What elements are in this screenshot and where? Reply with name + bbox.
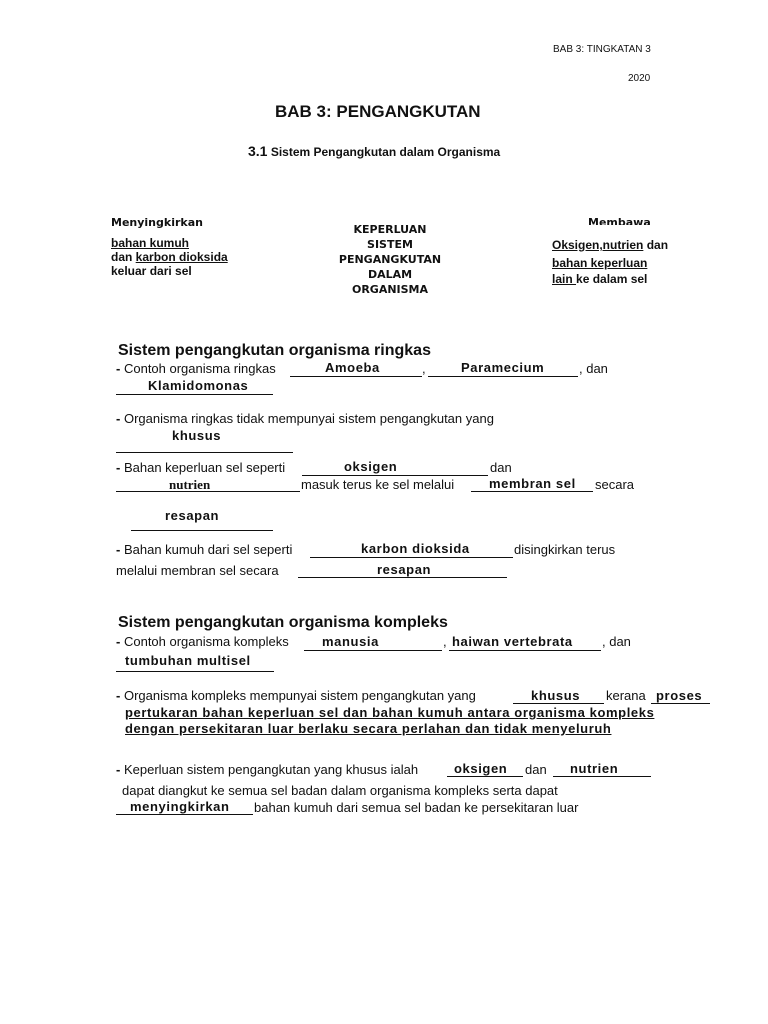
blank-line: [553, 776, 651, 777]
q3-text2: masuk terus ke sel melalui: [301, 477, 455, 492]
chapter-header: BAB 3: TINGKATAN 3: [553, 44, 651, 55]
dash: -: [116, 361, 121, 376]
right-line1: [552, 238, 668, 252]
dash: -: [116, 762, 121, 777]
complex-q2: [116, 688, 476, 703]
q3-suffix: secara: [595, 477, 635, 492]
blank-line: [290, 376, 422, 377]
simple-q4: [116, 542, 292, 557]
answer-menyingkirkan: menyingkirkan: [130, 799, 230, 814]
blank-line: [513, 703, 604, 704]
answer-oksigen: oksigen: [344, 459, 398, 474]
answer-paramecium: Paramecium: [461, 360, 545, 375]
answer-khusus-2: khusus: [531, 688, 581, 703]
page-subtitle: [248, 143, 500, 159]
dash: -: [116, 634, 121, 649]
answer-khusus: khusus: [172, 428, 222, 443]
center-line: SISTEM: [367, 238, 413, 251]
subtitle-text: Sistem Pengangkutan dalam Organisma: [270, 145, 501, 159]
complex-q3: [116, 762, 418, 777]
left-heading: Menyingkirkan: [111, 216, 203, 229]
complex-heading: Sistem pengangkutan organisma kompleks: [118, 614, 448, 631]
answer-amoeba: Amoeba: [325, 360, 380, 375]
right-line3-suffix: ke dalam sel: [576, 272, 648, 286]
right-line2: bahan keperluan: [552, 256, 648, 270]
comma: ,: [443, 634, 447, 649]
blank-line: [428, 376, 578, 377]
left-line3: keluar dari sel: [111, 264, 192, 278]
answer-proses: proses: [656, 688, 703, 703]
simple-q2: [116, 411, 494, 426]
answer-line3: dengan persekitaran luar berlaku secara perlahan dan tidak menyeluruh: [125, 721, 612, 736]
left-line2-answer: karbon dioksida: [135, 250, 228, 264]
year-header: 2020: [628, 73, 651, 84]
right-line1-answer: Oksigen,nutrien: [552, 238, 644, 252]
answer-membran-sel: membran sel: [489, 476, 576, 491]
left-line2: [111, 250, 228, 264]
q1-suffix: , dan: [579, 361, 608, 376]
blank-line: [471, 491, 593, 492]
center-line: KEPERLUAN: [353, 223, 427, 236]
cq1-suffix: , dan: [602, 634, 631, 649]
left-line2-prefix: dan: [111, 250, 136, 264]
cq3-line3: bahan kumuh dari semua sel badan ke persekitaran luar: [254, 800, 579, 815]
q3-mid: dan: [490, 460, 512, 475]
answer-resapan: resapan: [165, 508, 220, 523]
q4-text2: melalui membran sel secara: [116, 563, 279, 578]
blank-line: [447, 776, 523, 777]
blank-line: [302, 475, 488, 476]
blank-line: [651, 703, 710, 704]
blank-line: [131, 530, 273, 531]
right-heading: Membawa: [588, 216, 651, 225]
center-line: PENGANGKUTAN: [338, 253, 442, 266]
q4-suffix: disingkirkan terus: [514, 542, 616, 557]
answer-tumbuhan-multisel: tumbuhan multisel: [125, 653, 251, 668]
center-line: DALAM: [367, 268, 413, 281]
dash: -: [116, 542, 121, 557]
simple-q1: [116, 361, 276, 376]
simple-q3: [116, 460, 285, 475]
cq3-line2: dapat diangkut ke semua sel badan dalam organisma kompleks serta dapat: [122, 783, 558, 798]
dash: -: [116, 460, 121, 475]
cq1-text: Contoh organisma kompleks: [123, 634, 289, 649]
blank-line: [298, 577, 507, 578]
answer-nutrien: nutrien: [169, 477, 211, 492]
blank-line: [449, 650, 601, 651]
right-line3: [552, 272, 647, 286]
blank-line: [310, 557, 513, 558]
comma: ,: [422, 361, 426, 376]
center-label: [330, 222, 450, 297]
cq2-mid: kerana: [606, 688, 646, 703]
cq2-text: Organisma kompleks mempunyai sistem pengangkutan yang: [123, 688, 476, 703]
answer-oksigen-2: oksigen: [454, 761, 508, 776]
right-line3-answer: lain: [552, 272, 577, 286]
center-line: ORGANISMA: [351, 283, 429, 296]
blank-line: [116, 671, 274, 672]
answer-nutrien-2: nutrien: [570, 761, 619, 776]
q1-text: Contoh organisma ringkas: [123, 361, 276, 376]
subtitle-number: 3.1: [248, 143, 268, 159]
answer-karbon-dioksida: karbon dioksida: [361, 541, 470, 556]
answer-haiwan-vertebrata: haiwan vertebrata: [452, 634, 573, 649]
answer-manusia: manusia: [322, 634, 379, 649]
answer-line2: pertukaran bahan keperluan sel dan bahan kumuh antara organisma kompleks: [125, 705, 655, 720]
answer-resapan-2: resapan: [377, 562, 432, 577]
q4-text: Bahan kumuh dari sel seperti: [123, 542, 293, 557]
blank-line: [304, 650, 442, 651]
left-line1: bahan kumuh: [111, 236, 190, 250]
q3-text: Bahan keperluan sel seperti: [123, 460, 286, 475]
dash: -: [116, 688, 121, 703]
cq3-text: Keperluan sistem pengangkutan yang khusus ialah: [123, 762, 419, 777]
simple-heading: Sistem pengangkutan organisma ringkas: [118, 342, 431, 359]
page-title: BAB 3: PENGANGKUTAN: [275, 102, 481, 121]
blank-line: [116, 394, 273, 395]
blank-line: [116, 452, 293, 453]
complex-q1: [116, 634, 289, 649]
answer-klamidomonas: Klamidomonas: [148, 378, 249, 393]
right-line1-suffix: dan: [643, 238, 669, 252]
cq3-mid: dan: [525, 762, 547, 777]
blank-line: [116, 814, 253, 815]
q2-text: Organisma ringkas tidak mempunyai sistem pengangkutan yang: [123, 411, 494, 426]
dash: -: [116, 411, 121, 426]
